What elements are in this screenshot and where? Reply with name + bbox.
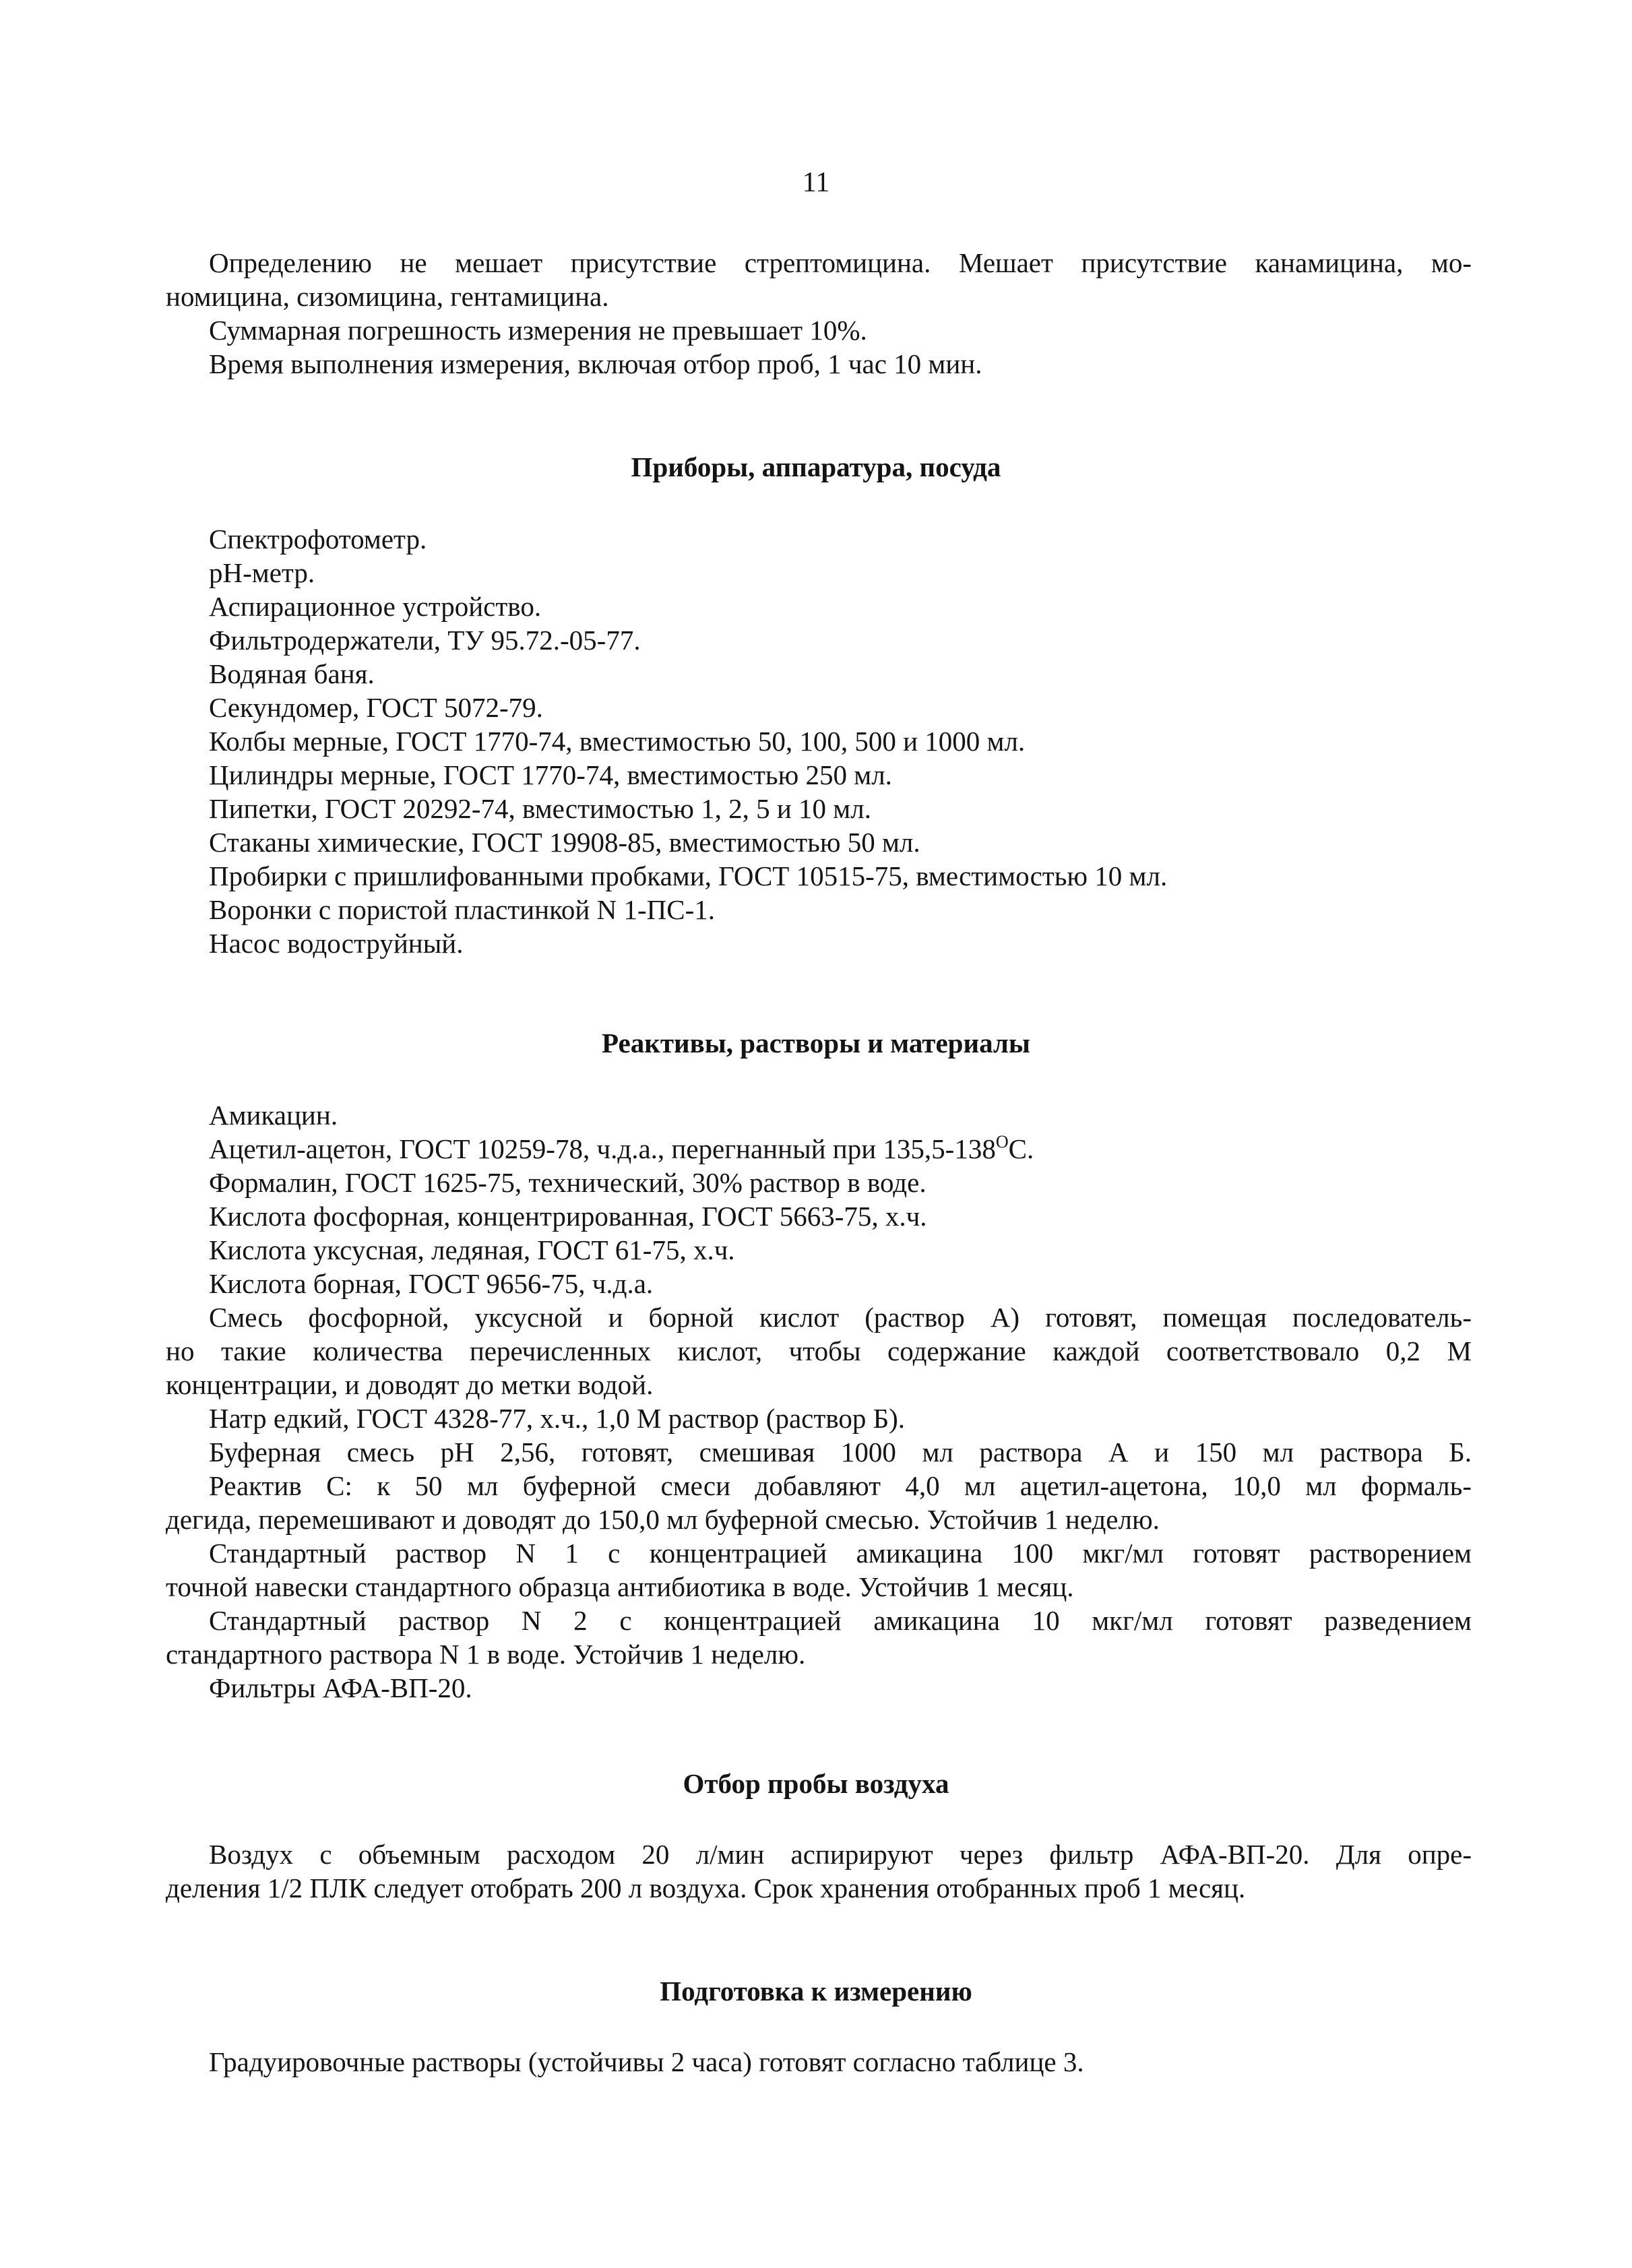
instrument-item: Пипетки, ГОСТ 20292-74, вместимостью 1, 2, 5 и 10 мл. bbox=[209, 793, 871, 824]
section-title-instruments: Приборы, аппаратура, посуда bbox=[631, 451, 1001, 482]
section-title-reagents: Реактивы, растворы и материалы bbox=[602, 1028, 1030, 1059]
mixture-line-2: но такие количества перечисленных кислот, чтобы содержание каждой соответствовало 0,2 М bbox=[166, 1335, 1472, 1366]
instrument-item: Секундомер, ГОСТ 5072-79. bbox=[209, 692, 543, 723]
reagent-formalin: Формалин, ГОСТ 1625-75, технический, 30% раствор в воде. bbox=[209, 1167, 927, 1198]
reagent-boric-acid: Кислота борная, ГОСТ 9656-75, ч.д.а. bbox=[209, 1268, 654, 1299]
reagent-c-line-1: Реактив С: к 50 мл буферной смеси добавляют 4,0 мл ацетил-ацетона, 10,0 мл формаль- bbox=[209, 1470, 1472, 1501]
standard-solution-1-line-2: точной навески стандартного образца антибиотика в воде. Устойчив 1 месяц. bbox=[166, 1571, 1074, 1602]
reagent-acetylacetone bbox=[209, 1132, 1472, 1166]
instrument-item: Спектрофотометр. bbox=[209, 524, 427, 555]
reagents-list bbox=[166, 1098, 1472, 1705]
reagent-acetylacetone-unit: С. bbox=[1008, 1133, 1034, 1164]
instrument-item: Цилиндры мерные, ГОСТ 1770-74, вместимостью 250 мл. bbox=[209, 759, 892, 790]
preparation-line-1: Градуировочные растворы (устойчивы 2 часа) готовят согласно таблице 3. bbox=[209, 2046, 1084, 2077]
mixture-line-1: Смесь фосфорной, уксусной и борной кислот (раствор А) готовят, помещая последователь- bbox=[209, 1302, 1472, 1333]
intro-paragraph-3: Время выполнения измерения, включая отбор проб, 1 час 10 мин. bbox=[209, 348, 982, 379]
reagent-acetic-acid: Кислота уксусная, ледяная, ГОСТ 61-75, х.ч. bbox=[209, 1234, 735, 1265]
reagent-amikacin: Амикацин. bbox=[209, 1100, 338, 1131]
section-title-preparation: Подготовка к измерению bbox=[660, 1976, 972, 2007]
intro-block bbox=[166, 246, 1472, 381]
reagent-filters: Фильтры АФА-ВП-20. bbox=[209, 1672, 472, 1703]
reagent-naoh: Натр едкий, ГОСТ 4328-77, х.ч., 1,0 М раствор (раствор Б). bbox=[209, 1403, 906, 1434]
sampling-block bbox=[166, 1837, 1472, 1905]
reagent-acetylacetone-text: Ацетил-ацетон, ГОСТ 10259-78, ч.д.а., перегнанный при 135,5-138 bbox=[209, 1133, 996, 1164]
buffer-mixture: Буферная смесь pH 2,56, готовят, смешивая 1000 мл раствора А и 150 мл раствора Б. bbox=[209, 1437, 1472, 1468]
sampling-line-2: деления 1/2 ПЛК следует отобрать 200 л воздуха. Срок хранения отобранных проб 1 месяц. bbox=[166, 1872, 1246, 1903]
instruments-list bbox=[209, 522, 1472, 960]
preparation-block bbox=[209, 2045, 1472, 2079]
instrument-item: Насос водоструйный. bbox=[209, 928, 464, 959]
sampling-line-1: Воздух с объемным расходом 20 л/мин аспирируют через фильтр АФА-ВП-20. Для опре- bbox=[209, 1839, 1472, 1870]
instrument-item: Водяная баня. bbox=[209, 658, 375, 689]
standard-solution-1-line-1: Стандартный раствор N 1 с концентрацией амикацина 100 мкг/мл готовят растворением bbox=[209, 1538, 1472, 1569]
reagent-c-line-2: дегида, перемешивают и доводят до 150,0 мл буферной смесью. Устойчив 1 неделю. bbox=[166, 1504, 1160, 1535]
instrument-item: pH-метр. bbox=[209, 557, 315, 588]
instrument-item: Воронки с пористой пластинкой N 1-ПС-1. bbox=[209, 894, 715, 925]
instrument-item: Пробирки с пришлифованными пробками, ГОСТ 10515-75, вместимостью 10 мл. bbox=[209, 860, 1168, 891]
degree-superscript: О bbox=[995, 1132, 1009, 1152]
instrument-item: Стаканы химические, ГОСТ 19908-85, вместимостью 50 мл. bbox=[209, 827, 920, 858]
instrument-item: Фильтродержатели, ТУ 95.72.-05-77. bbox=[209, 625, 641, 656]
intro-paragraph-1-line-1: Определению не мешает присутствие стрептомицина. Мешает присутствие канамицина, мо- bbox=[209, 247, 1472, 278]
standard-solution-2-line-2: стандартного раствора N 1 в воде. Устойчив 1 неделю. bbox=[166, 1639, 806, 1670]
intro-paragraph-2: Суммарная погрешность измерения не превышает 10%. bbox=[209, 315, 867, 346]
standard-solution-2-line-1: Стандартный раствор N 2 с концентрацией амикацина 10 мкг/мл готовят разведением bbox=[209, 1605, 1472, 1636]
instrument-item: Колбы мерные, ГОСТ 1770-74, вместимостью 50, 100, 500 и 1000 мл. bbox=[209, 726, 1026, 757]
section-title-sampling: Отбор пробы воздуха bbox=[683, 1768, 949, 1799]
intro-paragraph-1-line-2: номицина, сизомицина, гентамицина. bbox=[166, 281, 609, 312]
page-number: 11 bbox=[802, 167, 830, 198]
instrument-item: Аспирационное устройство. bbox=[209, 591, 542, 622]
mixture-line-3: концентрации, и доводят до метки водой. bbox=[166, 1369, 654, 1400]
reagent-phosphoric-acid: Кислота фосфорная, концентрированная, ГОСТ 5663-75, х.ч. bbox=[209, 1201, 927, 1232]
